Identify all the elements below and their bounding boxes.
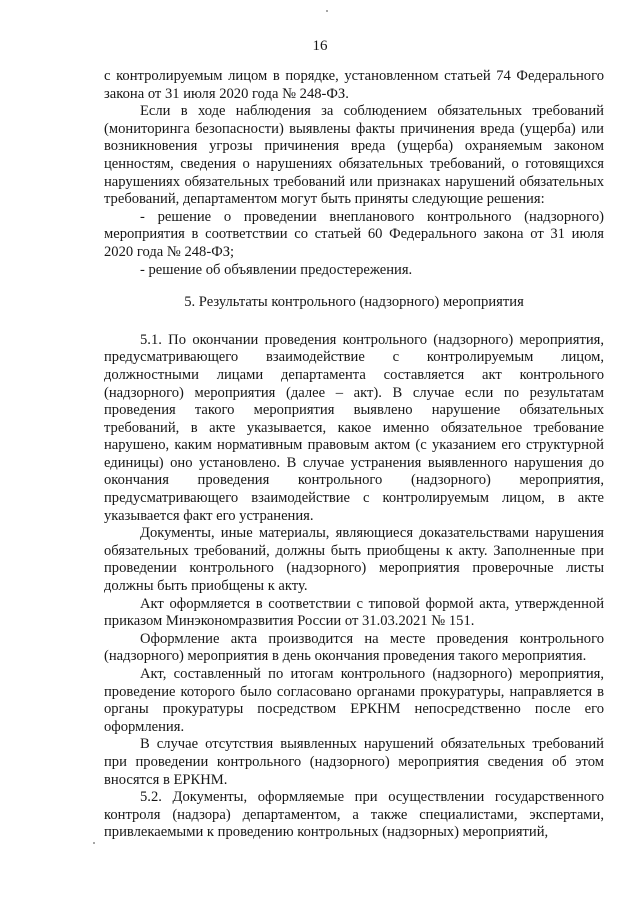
section-heading: 5. Результаты контрольного (надзорного) мероприятия [184,294,524,311]
list-item: - решение об объявлении предостережения. [140,261,413,278]
paragraph: В случае отсутствия выявленных нарушений обязательных требований при проведении контрольного (надзорного) мероприятия сведения об этом вносятся в ЕРКНМ. [104,736,604,788]
paragraph: 5.2. Документы, оформляемые при осуществлении государственного контроля (надзора) департаментом, а также специалистами, экспертами, привлекаемыми к проведению контрольных (надзорных) мероприятий, [104,789,604,841]
paragraph: Акт, составленный по итогам контрольного (надзорного) мероприятия, проведение которого было согласовано органами прокуратуры, направляется в органы прокуратуры посредством ЕРКНМ непосредственно после его оформления. [104,666,604,735]
page-number: 16 [312,38,328,54]
paragraph: Документы, иные материалы, являющиеся доказательствами нарушения обязательных требований, должны быть приобщены к акту. Заполненные при проведении контрольного (надзорного) мероприятия проверочные листы должны быть приобщены к акту. [104,525,604,595]
paragraph: 5.1. По окончании проведения контрольного (надзорного) мероприятия, предусматривающего взаимодействие с контролируемым лицом, должностными лицами департамента составляется акт контрольного (надзорного) мероприятия (далее – акт). В случае если по результатам проведения такого мероприятия выявлено нарушение обязательных требований, в акте указывается, какое именно обязательное требование нарушено, каким нормативным правовым актом (с указанием его структурной единицы) оно установлено. В случае устранения выявленного нарушения до окончания проведения контрольного (надзорного) мероприятия, предусматривающего взаимодействие с контролируемым лицом, в акте указывается факт его устранения. [104,331,604,524]
scan-speck [93,842,95,844]
document-body [104,68,604,842]
scan-speck [326,10,328,12]
paragraph: Если в ходе наблюдения за соблюдением обязательных требований (мониторинга безопасности) выявлены факты причинения вреда (ущерба) или возникновения угрозы причинения вреда (ущерба) охраняемым законом ценностям, сведения о нарушениях обязательных требований, о готовящихся нарушениях обязательных требований или признаках нарушений обязательных требований, департаментом могут быть приняты следующие решения: [104,103,604,208]
paragraph: Оформление акта производится на месте проведения контрольного (надзорного) мероприятия в день окончания проведения такого мероприятия. [104,630,604,665]
paragraph: с контролируемым лицом в порядке, установленном статьей 74 Федерального закона от 31 июля 2020 года № 248-ФЗ. [104,68,604,102]
paragraph: Акт оформляется в соответствии с типовой формой акта, утвержденной приказом Минэкономразвития России от 31.03.2021 № 151. [104,595,604,630]
list-item: - решение о проведении внепланового контрольного (надзорного) мероприятия в соответствии со статьей 60 Федерального закона от 31 июля 2020 года № 248-ФЗ; [104,208,604,260]
